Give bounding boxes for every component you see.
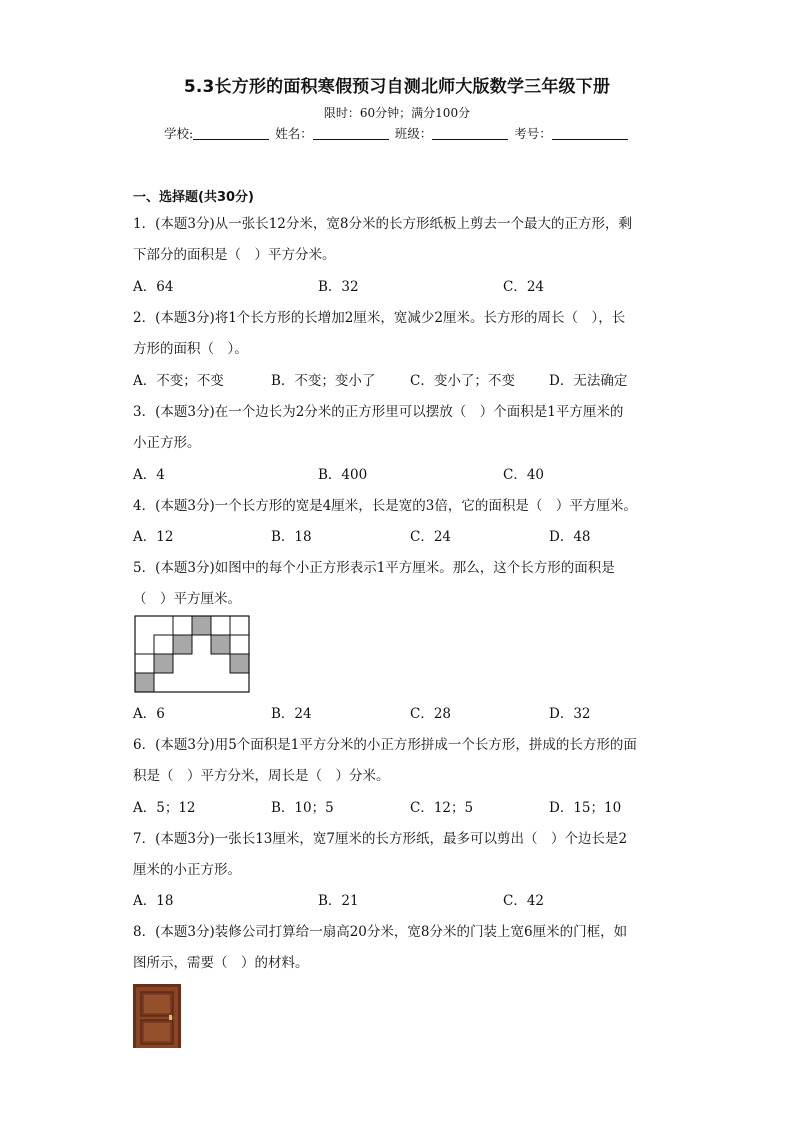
question-7-option-a[interactable]: A．18 — [133, 893, 174, 909]
question-5-option-a[interactable]: A．6 — [133, 706, 165, 722]
question-2-option-d[interactable]: D．无法确定 — [549, 373, 628, 389]
question-4-line-1: 4．(本题3分)一个长方形的宽是4厘米，长是宽的3倍，它的面积是（ ）平方厘米。 — [133, 498, 637, 514]
question-3-line-2: 小正方形。 — [133, 435, 201, 451]
question-8-line-2: 图所示，需要（ ）的材料。 — [133, 955, 309, 971]
question-1-option-c[interactable]: C．24 — [503, 279, 545, 295]
question-6-option-b[interactable]: B．10；5 — [271, 800, 334, 816]
grid-cell-filled — [173, 635, 192, 654]
question-2-line-2: 方形的面积（ ）。 — [133, 341, 248, 357]
question-5-option-b[interactable]: B．24 — [271, 706, 312, 722]
exam-number-label: 考号： — [514, 126, 552, 141]
question-3-line-1: 3．(本题3分)在一个边长为2分米的正方形里可以摆放（ ）个面积是1平方厘米的 — [133, 404, 624, 420]
question-4-option-d[interactable]: D．48 — [549, 529, 591, 545]
question-5-grid-figure — [133, 614, 251, 694]
question-2-option-b[interactable]: B．不变；变小了 — [271, 373, 376, 389]
question-1-option-a[interactable]: A．64 — [133, 279, 174, 295]
school-label: 学校: — [164, 126, 194, 141]
grid-cell-filled — [211, 635, 230, 654]
question-3-option-a[interactable]: A．4 — [133, 467, 165, 483]
question-6-option-c[interactable]: C．12；5 — [410, 800, 474, 816]
question-2-option-c[interactable]: C．变小了；不变 — [410, 373, 515, 389]
name-blank[interactable] — [313, 126, 389, 140]
question-8-line-1: 8．(本题3分)装修公司打算给一扇高20分米，宽8分米的门装上宽6厘米的门框，如 — [133, 924, 628, 940]
question-1-line-1: 1．(本题3分)从一张长12分米，宽8分米的长方形纸板上剪去一个最大的正方形，剩 — [133, 216, 632, 232]
question-7-line-2: 厘米的小正方形。 — [133, 862, 241, 878]
grid-cell-filled — [154, 654, 173, 673]
page-subtitle: 限时：60分钟；满分100分 — [323, 106, 471, 120]
question-3-option-b[interactable]: B．400 — [318, 467, 368, 483]
student-info-row — [164, 124, 630, 142]
class-blank[interactable] — [432, 126, 508, 140]
door-image — [133, 984, 181, 1048]
question-7-option-b[interactable]: B．21 — [318, 893, 359, 909]
name-label: 姓名： — [275, 126, 313, 141]
question-5-option-c[interactable]: C．28 — [410, 706, 452, 722]
question-4-option-a[interactable]: A．12 — [133, 529, 174, 545]
school-blank[interactable] — [193, 126, 269, 140]
question-2-line-1: 2．(本题3分)将1个长方形的长增加2厘米，宽减少2厘米。长方形的周长（ ），长 — [133, 310, 626, 326]
question-6-option-a[interactable]: A．5；12 — [133, 800, 196, 816]
grid-cell-filled — [230, 654, 249, 673]
question-2-option-a[interactable]: A．不变；不变 — [133, 373, 224, 389]
question-5-line-2: （ ）平方厘米。 — [133, 591, 241, 607]
page-title: 5.3长方形的面积寒假预习自测北师大版数学三年级下册 — [183, 77, 611, 97]
section-title: 一、选择题(共30分) — [133, 190, 254, 205]
question-5-line-1: 5．(本题3分)如图中的每个小正方形表示1平方厘米。那么，这个长方形的面积是 — [133, 560, 615, 576]
question-1-option-b[interactable]: B．32 — [318, 279, 359, 295]
question-1-line-2: 下部分的面积是（ ）平方分米。 — [133, 247, 336, 263]
grid-cell-filled — [135, 673, 154, 692]
question-7-option-c[interactable]: C．42 — [503, 893, 545, 909]
class-label: 班级： — [394, 126, 433, 141]
question-3-option-c[interactable]: C．40 — [503, 467, 545, 483]
question-4-option-c[interactable]: C．24 — [410, 529, 452, 545]
question-4-option-b[interactable]: B．18 — [271, 529, 312, 545]
question-6-line-2: 积是（ ）平方分米，周长是（ ）分米。 — [133, 768, 390, 784]
exam-number-blank[interactable] — [552, 126, 628, 140]
grid-cell-filled — [192, 616, 211, 635]
question-5-option-d[interactable]: D．32 — [549, 706, 591, 722]
question-6-line-1: 6．(本题3分)用5个面积是1平方分米的小正方形拼成一个长方形，拼成的长方形的面 — [133, 737, 637, 753]
question-6-option-d[interactable]: D．15；10 — [549, 800, 622, 816]
question-7-line-1: 7．(本题3分)一张长13厘米，宽7厘米的长方形纸，最多可以剪出（ ）个边长是2 — [133, 831, 628, 847]
